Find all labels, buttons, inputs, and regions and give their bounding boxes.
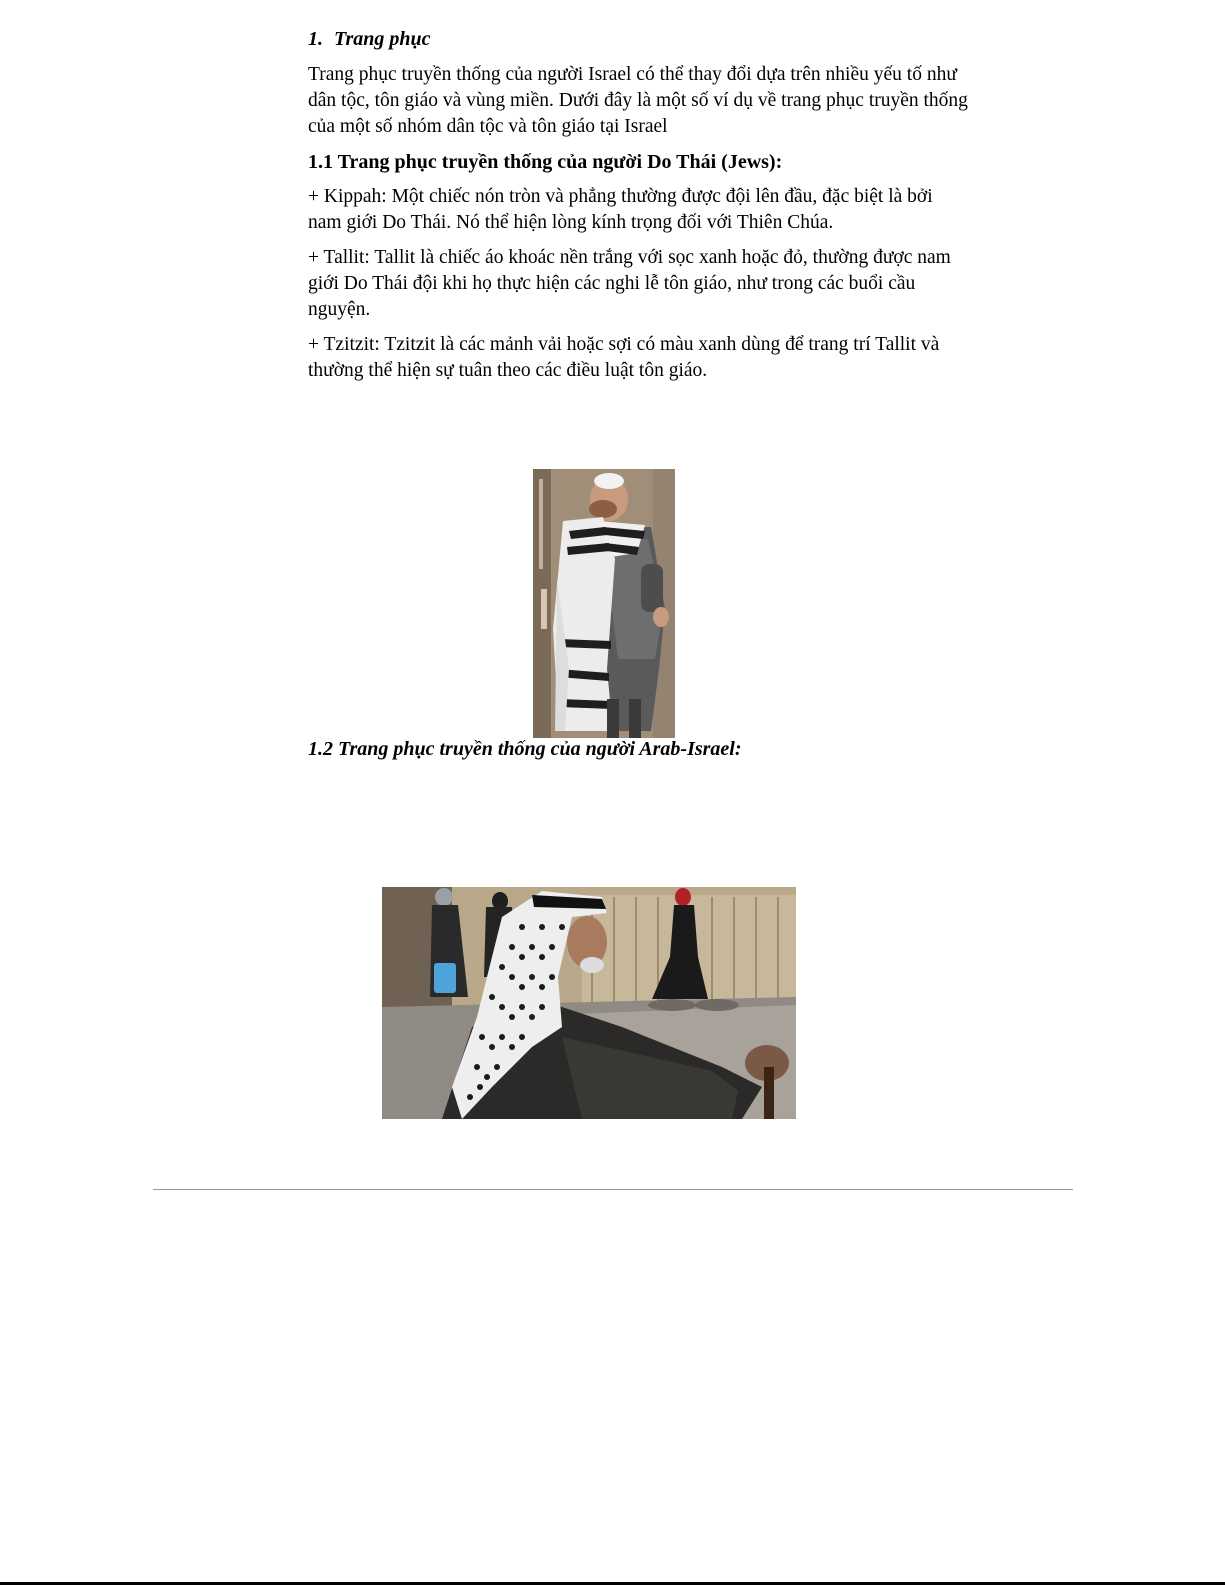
subsection-1-heading: 1.1 Trang phục truyền thống của người Do Thái (Jews):	[308, 151, 783, 173]
section-number: 1.	[308, 28, 323, 50]
document-body	[308, 26, 968, 393]
tallit-photo	[533, 469, 675, 738]
section-heading	[308, 26, 968, 52]
page-divider	[153, 1189, 1073, 1190]
intro-paragraph: Trang phục truyền thống của người Israel có thể thay đổi dựa trên nhiều yếu tố như dân tộc, tôn giáo và vùng miền. Dưới đây là một số ví dụ về trang phục truyền thống của một số nhóm dân tộc và tôn giáo tại Israel	[308, 64, 968, 137]
keffiyeh-photo	[382, 887, 796, 1119]
section-title: Trang phục	[334, 28, 431, 50]
tallit-paragraph: + Tallit: Tallit là chiếc áo khoác nền trắng với sọc xanh hoặc đỏ, thường được nam giới Do Thái đội khi họ thực hiện các nghi lễ tôn giáo, như trong các buổi cầu nguyện.	[308, 247, 951, 320]
tzitzit-paragraph: + Tzitzit: Tzitzit là các mảnh vải hoặc sợi có màu xanh dùng để trang trí Tallit và thường thể hiện sự tuân theo các điều luật tôn giáo.	[308, 334, 940, 381]
subsection-2-heading: 1.2 Trang phục truyền thống của người Arab-Israel:	[308, 738, 742, 760]
kippah-paragraph: + Kippah: Một chiếc nón tròn và phẳng thường được đội lên đầu, đặc biệt là bởi nam giới Do Thái. Nó thể hiện lòng kính trọng đối với Thiên Chúa.	[308, 186, 933, 233]
